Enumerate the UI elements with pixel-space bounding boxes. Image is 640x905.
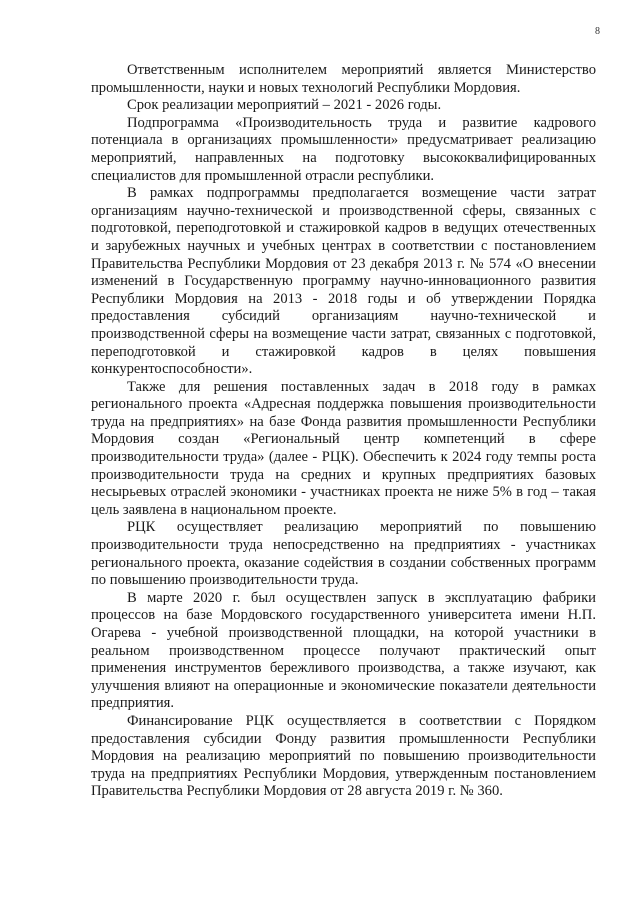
paragraph-subprogram-overview: Подпрограмма «Производительность труда и развитие кадрового потенциала в организациях промышленности» предусматривает реализацию мероприятий, направленных на подготовку высококвалифицированных специалистов для промышленной отрасли республики. [91, 114, 596, 184]
paragraph-implementation-period: Срок реализации мероприятий – 2021 - 2026 годы. [127, 97, 442, 114]
paragraph-responsible-executor: Ответственным исполнителем мероприятий является Министерство промышленности, науки и новых технологий Республики Мордовия. [91, 62, 596, 96]
document-body [91, 62, 596, 801]
page-number: 8 [595, 26, 600, 37]
paragraph-process-factory: В марте 2020 г. был осуществлен запуск в эксплуатацию фабрики процессов на базе Мордовского государственного университета имени Н.П. Огарева - учебной производственной площадки, на которой участники в реальном производственном процессе получают практический опыт применения инструментов бережливого производства, а также изучают, как улучшения влияют на операционные и экономические показатели деятельности предприятия. [91, 589, 596, 712]
paragraph-rck-financing: Финансирование РЦК осуществляется в соответствии с Порядком предоставления субсидии Фонду развития промышленности Республики Мордовия на реализацию мероприятий по повышению производительности труда на предприятиях Республики Мордовия, утвержденным постановлением Правительства Республики Мордовия от 28 августа 2019 г. № 360. [91, 712, 596, 800]
paragraph-rck-activities: РЦК осуществляет реализацию мероприятий по повышению производительности труда непосредственно на предприятиях - участниках регионального проекта, оказание содействия в создании собственных программ по повышению производительности труда. [91, 519, 596, 589]
paragraph-regional-competence-center: Также для решения поставленных задач в 2018 году в рамках регионального проекта «Адресная поддержка повышения производительности труда на предприятиях» на базе Фонда развития промышленности Республики Мордовия создан «Региональный центр компетенций в сфере производительности труда» (далее - РЦК). Обеспечить к 2024 году темпы роста производительности труда на средних и крупных предприятиях базовых несырьевых отраслей экономики - участниках проекта не ниже 5% в год – такая цель заявлена в национальном проекте. [91, 378, 596, 518]
paragraph-cost-reimbursement: В рамках подпрограммы предполагается возмещение части затрат организациям научно-технической и производственной сферы, связанных с подготовкой, переподготовкой и стажировкой кадров в ведущих отечественных и зарубежных научных и учебных центрах в соответствии с постановлением Правительства Республики Мордовия от 23 декабря 2013 г. № 574 «О внесении изменений в Государственную программу научно-инновационного развития Республики Мордовия на 2013 - 2018 годы и об утверждении Порядка предоставления субсидий организациям научно-технической и производственной сферы на возмещение части затрат, связанных с подготовкой, переподготовкой и стажировкой кадров в целях повышения конкурентоспособности». [91, 185, 596, 378]
